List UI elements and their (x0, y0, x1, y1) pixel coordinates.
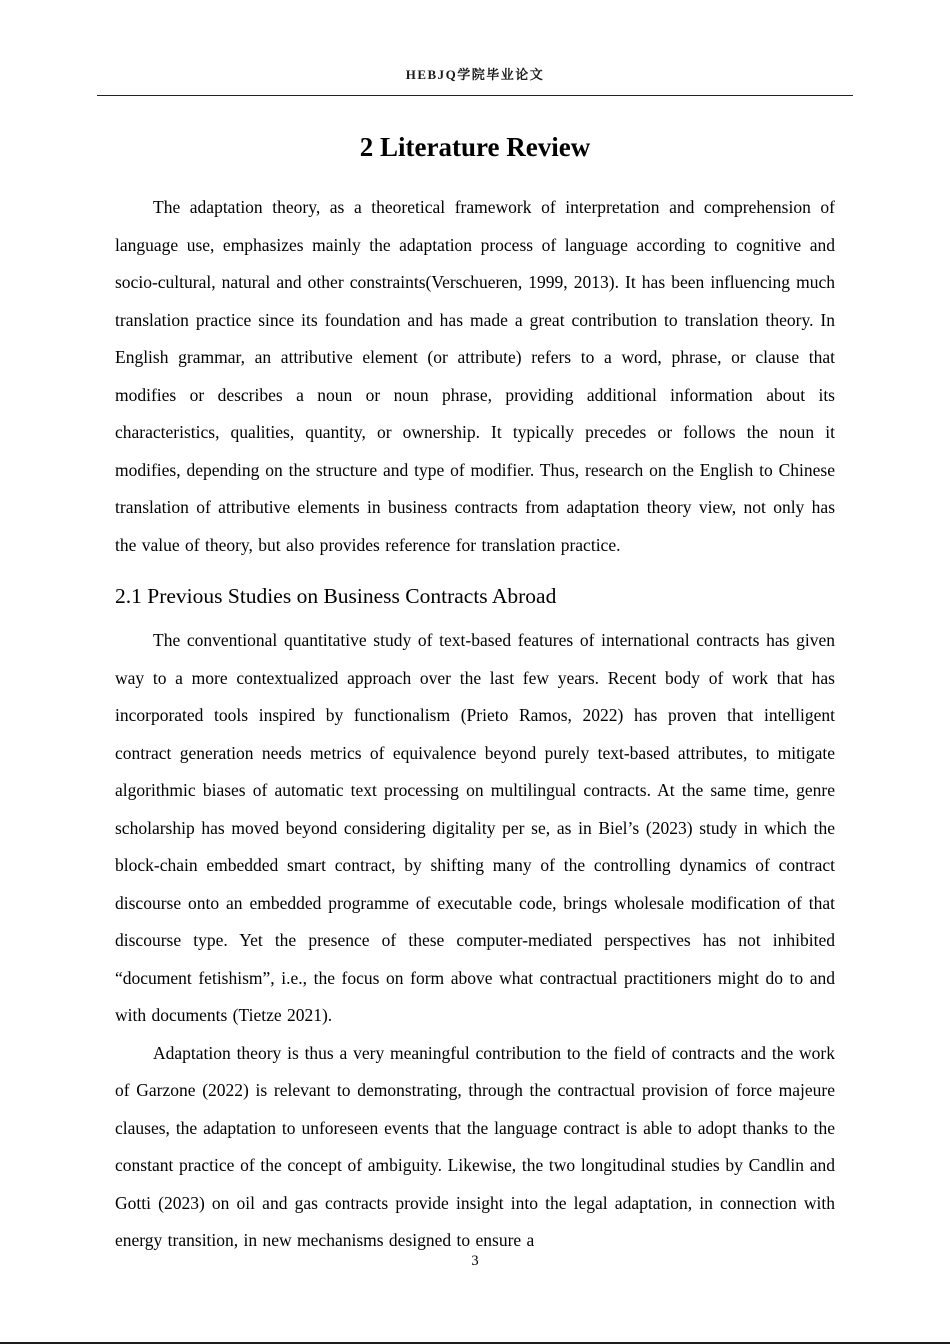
paragraph-adaptation-theory: Adaptation theory is thus a very meaningful contribution to the field of contracts and the work of Garzone (2022) is relevant to demonstrating, through the contractual provision of force majeure clauses, the adaptation to unforeseen events that the language contract is able to adopt thanks to the constant practice of the concept of ambiguity. Likewise, the two longitudinal studies by Candlin and Gotti (2023) on oil and gas contracts provide insight into the legal adaptation, in connection with energy transition, in new mechanisms designed to ensure a (115, 1042, 835, 1251)
chapter-title: 2 Literature Review (359, 132, 591, 162)
page-body (115, 130, 835, 1260)
page-number: 3 (471, 1253, 479, 1269)
running-header-title: HEBJQ学院毕业论文 (405, 67, 545, 82)
paragraph-previous-studies: The conventional quantitative study of text-based features of international contracts has given way to a more contextualized approach over the last few years. Recent body of work that has incorporated tools inspired by functionalism (Prieto Ramos, 2022) has proven that intelligent contract generation needs metrics of equivalence beyond purely text-based attributes, to mitigate algorithmic biases of automatic text processing on multilingual contracts. At the same time, genre scholarship has moved beyond considering digitality per se, as in Biel’s (2023) study in which the block-chain embedded smart contract, by shifting many of the controlling dynamics of contract discourse onto an embedded programme of executable code, brings wholesale modification of that discourse type. Yet the presence of these computer-mediated perspectives has not inhibited “document fetishism”, i.e., the focus on form above what contractual practitioners might do to and with documents (Tietze 2021). (115, 630, 835, 1026)
paragraph-intro: The adaptation theory, as a theoretical framework of interpretation and comprehension of language use, emphasizes mainly the adaptation process of language according to cognitive and socio-cultural, natural and other constraints(Verschueren, 1999, 2013). It has been influencing much translation practice since its foundation and has made a great contribution to translation theory. In English grammar, an attributive element (or attribute) refers to a word, phrase, or clause that modifies or describes a noun or noun phrase, providing additional information about its characteristics, qualities, quantity, or ownership. It typically precedes or follows the noun it modifies, depending on the structure and type of modifier. Thus, research on the English to Chinese translation of attributive elements in business contracts from adaptation theory view, not only has the value of theory, but also provides reference for translation practice. (115, 197, 835, 555)
page-footer (0, 1252, 950, 1270)
page-content-area (0, 64, 950, 1260)
page-header (115, 64, 835, 96)
section-heading-2-1: 2.1 Previous Studies on Business Contracts Abroad (115, 584, 557, 609)
header-rule (97, 95, 853, 96)
